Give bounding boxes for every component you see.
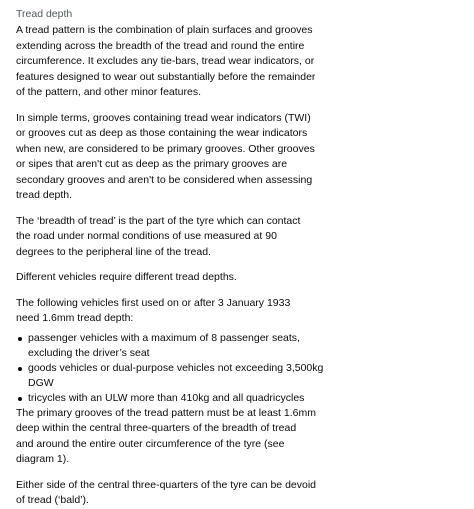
- paragraph-primary-grooves: The primary grooves of the tread pattern must be at least 1.6mm deep within the central three-quarters of the breadth of tread and around the entire outer circumference of the tyre (see diagram 1).: [16, 406, 316, 465]
- paragraph-bald-sides: Either side of the central three-quarters of the tyre can be devoid of tread (‘bald’).: [16, 478, 317, 506]
- paragraph-simple-terms: In simple terms, grooves containing tread wear indicators (TWI) or grooves cut as deep as those containing the wear indicators when new, are considered to be primary grooves. Other grooves or sipes that aren't cut as deep as the primary grooves are secondary grooves and aren't to be considered when assessing tread depth.: [16, 111, 315, 201]
- paragraph-breadth-of-tread: The ‘breadth of tread’ is the part of the tyre which can contact the road under normal conditions of use measured at 90 degrees to the peripheral line of the tread.: [16, 214, 301, 258]
- paragraph-tread-pattern: A tread pattern is the combination of plain surfaces and grooves extending across the breadth of the tread and round the entire circumference. It excludes any tie-bars, tread wear indicators, or features designed to wear out substantially before the remainder of the pattern, and other minor features.: [16, 24, 316, 98]
- list-item: passenger vehicles with a maximum of 8 passenger seats, excluding the driver’s seat: [16, 331, 326, 361]
- vehicle-list: [16, 331, 326, 406]
- paragraph-different-vehicles: Different vehicles require different tread depths.: [16, 271, 237, 283]
- list-item: tricycles with an ULW more than 410kg and all quadricycles: [16, 391, 326, 406]
- section-caption: Tread depth: [16, 8, 73, 20]
- paragraph-following-vehicles: The following vehicles first used on or after 3 January 1933 need 1.6mm tread depth:: [16, 296, 291, 324]
- list-item: goods vehicles or dual-purpose vehicles not exceeding 3,500kg DGW: [16, 361, 326, 391]
